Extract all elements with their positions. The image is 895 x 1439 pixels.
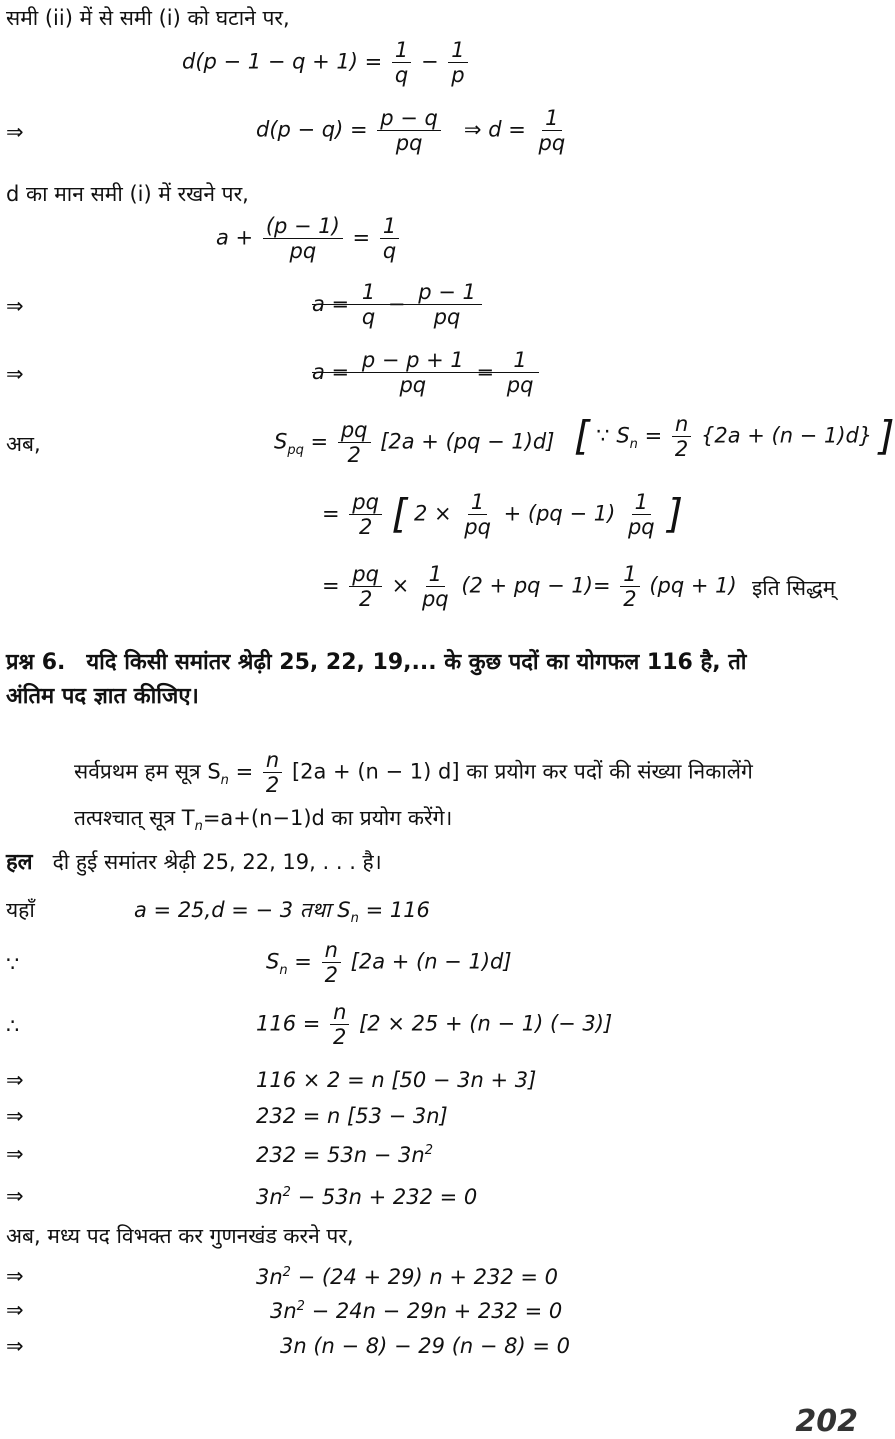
given-a: a = 25,d = − 3 तथा S xyxy=(134,898,351,922)
den: pq xyxy=(464,515,491,540)
eq2-lhs: d(p − q) = xyxy=(256,117,368,142)
l3-eq: = xyxy=(322,573,340,598)
l2-c: + (pq − 1) xyxy=(503,501,616,526)
l2-eq: = xyxy=(322,501,340,526)
l2-frac-d xyxy=(625,490,658,539)
arrow: ⇒ xyxy=(6,1334,24,1358)
therefore-symbol: ∴ xyxy=(6,1014,20,1038)
spq-frac xyxy=(338,418,371,467)
spq-rest: [2a + (pq − 1)d] xyxy=(380,429,555,454)
question-label: प्रश्न 6. xyxy=(6,650,66,675)
eq5-eq: = xyxy=(476,359,495,384)
sn-s: S xyxy=(266,949,280,974)
qed: इति सिद्धम् xyxy=(752,576,836,600)
intro-line: समी (ii) में से समी (i) को घटाने पर, xyxy=(6,6,290,30)
hint-line-2 xyxy=(74,808,452,833)
arrow: ⇒ xyxy=(6,1264,24,1288)
factor-intro: अब, मध्य पद विभक्त कर गुणनखंड करने पर, xyxy=(6,1224,354,1248)
num: 1 xyxy=(448,38,467,63)
den: 2 xyxy=(265,773,280,798)
arrow: ⇒ xyxy=(6,1298,24,1322)
factor-2 xyxy=(270,1300,562,1322)
eq4-frac1 xyxy=(359,280,378,329)
l3-frac xyxy=(349,562,382,611)
eq5-struck xyxy=(312,348,539,398)
step-d-1: 3n xyxy=(256,1185,283,1209)
sn-frac xyxy=(322,938,341,987)
right-bracket: ] xyxy=(878,413,895,460)
eq5-a: a = xyxy=(312,359,350,384)
arrow: ⇒ xyxy=(6,294,24,318)
hint1-frac xyxy=(263,748,282,797)
e116-lhs: 116 = xyxy=(256,1011,321,1036)
eq3-frac-r xyxy=(380,214,399,263)
l3-frac-b xyxy=(419,562,452,611)
den: pq xyxy=(506,373,534,398)
question-text-2: अंतिम पद ज्ञात कीजिए। xyxy=(6,684,199,709)
l3-e: (pq + 1) xyxy=(649,573,737,598)
eq4-a: a = xyxy=(312,291,350,316)
den: pq xyxy=(395,131,423,156)
spq-line3 xyxy=(322,562,737,611)
den: pq xyxy=(538,131,566,156)
ab-label: अब, xyxy=(6,432,41,456)
formula-frac xyxy=(672,412,691,461)
step-b: 232 = n [53 − 3n] xyxy=(256,1104,448,1128)
factor-3: 3n (n − 8) − 29 (n − 8) = 0 xyxy=(280,1334,571,1358)
formula-bracket xyxy=(574,412,895,461)
num: pq xyxy=(349,490,382,515)
spq-eq-sign: = xyxy=(310,429,329,454)
den: 2 xyxy=(347,443,361,468)
num: 1 xyxy=(359,280,378,305)
hint2-a: तत्पश्चात् सूत्र T xyxy=(74,806,195,830)
hint1-b: [2a + (n − 1) d] का प्रयोग कर पदों की संख्या निकालेंगे xyxy=(291,759,753,784)
den: q xyxy=(394,63,409,88)
arrow: ⇒ xyxy=(6,1184,24,1208)
question-text-1: यदि किसी समांतर श्रेढ़ी 25, 22, 19,... के कुछ पदों का योगफल 116 है, तो xyxy=(86,650,747,675)
eq5 xyxy=(312,348,539,397)
given-end: = 116 xyxy=(358,898,430,922)
eq1 xyxy=(182,38,471,87)
solution-text: दी हुई समांतर श्रेढ़ी 25, 22, 19, . . . है। xyxy=(52,850,382,874)
eq1-frac1 xyxy=(392,38,411,87)
left-bracket: [ xyxy=(574,413,590,460)
den: p xyxy=(451,63,465,88)
num: n xyxy=(322,938,341,963)
f1-a: 3n xyxy=(256,1265,283,1289)
l3-x: × xyxy=(391,573,410,598)
hint2-sub: n xyxy=(194,819,203,835)
eq3 xyxy=(216,214,402,263)
den: 2 xyxy=(674,437,689,462)
solution-line xyxy=(6,852,382,874)
arrow: ⇒ xyxy=(6,1104,24,1128)
f2-sup: 2 xyxy=(296,1299,305,1314)
factor-1 xyxy=(256,1266,558,1288)
l2-frac xyxy=(349,490,382,539)
num: 1 xyxy=(426,562,445,587)
formula-pre: ∵ S xyxy=(596,423,630,448)
eq5-frac2 xyxy=(504,348,537,397)
step-c-text: 232 = 53n − 3n xyxy=(256,1143,425,1167)
left-bracket: [ xyxy=(391,491,408,538)
given-values xyxy=(134,900,430,925)
f2-b: − 24n − 29n + 232 = 0 xyxy=(304,1299,563,1323)
num: p − p + 1 xyxy=(359,348,467,373)
num: (p − 1) xyxy=(263,214,343,239)
den: q xyxy=(382,239,397,264)
den: 2 xyxy=(333,1025,347,1050)
dput-line: d का मान समी (i) में रखने पर, xyxy=(6,182,249,206)
step-c-sup: 2 xyxy=(424,1143,433,1158)
given-sub: n xyxy=(350,911,359,927)
num: p − q xyxy=(377,106,441,131)
formula-sub: n xyxy=(629,436,638,452)
num: 1 xyxy=(510,348,529,373)
spq-line2 xyxy=(322,490,683,539)
eq3-frac xyxy=(263,214,343,263)
num: 1 xyxy=(392,38,411,63)
den: pq xyxy=(399,373,427,398)
num: pq xyxy=(338,418,371,443)
f1-sup: 2 xyxy=(282,1265,291,1280)
right-bracket: ] xyxy=(667,491,683,538)
eq4 xyxy=(312,280,482,329)
formula-eq: = xyxy=(644,423,663,448)
l2-a: 2 × xyxy=(413,501,452,526)
because-symbol: ∵ xyxy=(6,952,20,976)
num: 1 xyxy=(620,562,639,587)
l3-c: (2 + pq − 1)= xyxy=(461,573,611,598)
hint1-eq: = xyxy=(235,759,254,784)
step-d-sup: 2 xyxy=(282,1185,291,1200)
num: 1 xyxy=(380,214,399,239)
eq2-frac xyxy=(377,106,441,155)
sn-eq: = xyxy=(294,949,312,974)
eq2-frac-r xyxy=(535,106,568,155)
den: q xyxy=(361,305,376,330)
den: 2 xyxy=(358,587,373,612)
arrow: ⇒ xyxy=(6,1142,24,1166)
l3-frac-d xyxy=(620,562,639,611)
eq1-frac2 xyxy=(448,38,467,87)
hint2-b: =a+(n−1)d का प्रयोग करेंगे। xyxy=(202,806,453,830)
yahan-label: यहाँ xyxy=(6,898,35,922)
num: p − 1 xyxy=(415,280,479,305)
step-d-2: − 53n + 232 = 0 xyxy=(290,1185,478,1209)
hint1-a: सर्वप्रथम हम सूत्र S xyxy=(74,759,221,784)
e116-rest: [2 × 25 + (n − 1) (− 3)] xyxy=(359,1011,613,1036)
eq1-lhs: d(p − 1 − q + 1) = xyxy=(182,49,383,74)
f2-a: 3n xyxy=(270,1299,297,1323)
eq3-a: a + xyxy=(216,225,254,250)
den: pq xyxy=(433,305,461,330)
arrow: ⇒ xyxy=(6,362,24,386)
step-c xyxy=(256,1144,433,1166)
den: 2 xyxy=(358,515,373,540)
e116-frac xyxy=(330,1000,349,1049)
hint1-sub: n xyxy=(220,772,229,788)
sn-sub: n xyxy=(279,962,288,978)
arrow: ⇒ xyxy=(6,1068,24,1092)
f1-b: − (24 + 29) n + 232 = 0 xyxy=(290,1265,558,1289)
hint-line-1 xyxy=(74,748,753,797)
num: n xyxy=(263,748,282,773)
eq4-frac2 xyxy=(415,280,479,329)
spq-sub: pq xyxy=(287,442,304,458)
den: pq xyxy=(289,239,317,264)
question-6 xyxy=(6,652,746,674)
num: n xyxy=(672,412,691,437)
eq2 xyxy=(256,106,571,155)
eq3-eq: = xyxy=(352,225,371,250)
eq-116 xyxy=(256,1000,612,1049)
num: n xyxy=(330,1000,349,1025)
eq2-mid: ⇒ d = xyxy=(463,117,526,142)
spq-s: S xyxy=(274,429,288,454)
num: 1 xyxy=(632,490,651,515)
solution-label: हल xyxy=(6,850,33,875)
num: 1 xyxy=(542,106,561,131)
step-a: 116 × 2 = n [50 − 3n + 3] xyxy=(256,1068,537,1092)
minus-sign: − xyxy=(420,49,439,74)
arrow: ⇒ xyxy=(6,120,24,144)
l2-frac-b xyxy=(461,490,494,539)
num: pq xyxy=(349,562,382,587)
den: pq xyxy=(627,515,655,540)
spq-eq xyxy=(274,418,554,467)
num: 1 xyxy=(468,490,487,515)
eq4-struck xyxy=(312,280,482,330)
sn-formula xyxy=(266,938,512,987)
den: 2 xyxy=(324,963,338,988)
den: pq xyxy=(421,587,449,612)
minus-sign: − xyxy=(387,291,406,316)
page-number: 202 xyxy=(795,1404,858,1439)
step-d xyxy=(256,1186,477,1208)
sn-rest: [2a + (n − 1)d] xyxy=(350,949,512,974)
formula-rest: {2a + (n − 1)d} xyxy=(700,423,873,448)
eq5-frac1 xyxy=(359,348,467,397)
den: 2 xyxy=(623,587,637,612)
